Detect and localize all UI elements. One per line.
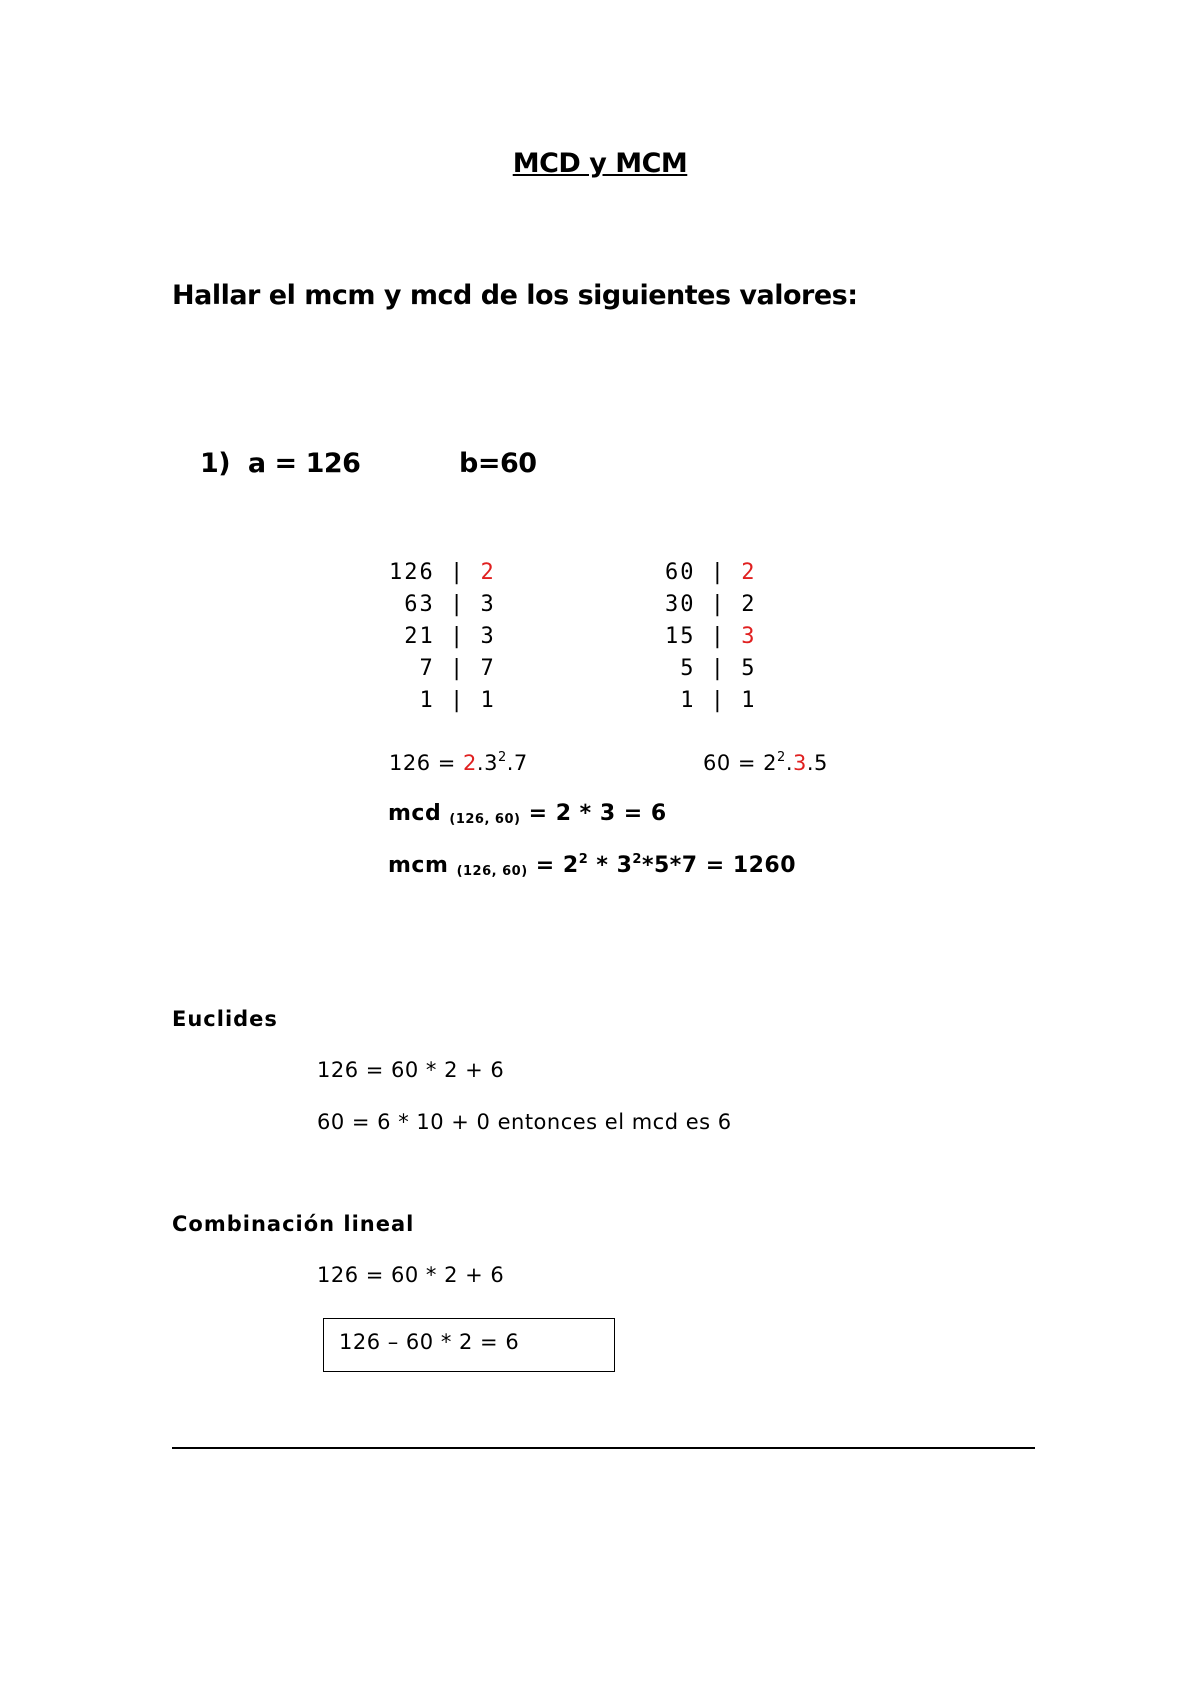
problem-a: 1) a = 126	[200, 448, 361, 479]
decomp-126-exponent: 2	[497, 750, 507, 765]
division-bar: |	[695, 560, 742, 585]
decomp-60-red-factor: 3	[793, 751, 807, 775]
mcm-subscript: (126, 60)	[456, 864, 528, 879]
decomp-60-exponent: 2	[777, 750, 786, 765]
dividend: 15	[665, 624, 696, 649]
decomp-126-part: .3	[476, 751, 498, 775]
dividend: 30	[665, 592, 696, 617]
decomp-60-lhs: 60 = 2	[703, 751, 778, 775]
mcm-part: *5*7 = 1260	[641, 853, 797, 878]
prime-divisor: 1	[741, 688, 757, 713]
factorization-row	[389, 685, 496, 717]
mcm-part: = 2	[527, 853, 579, 878]
division-bar: |	[434, 688, 481, 713]
factorization-126-table	[389, 557, 496, 717]
dividend: 7	[389, 656, 435, 681]
linear-combination-heading: Combinación lineal	[172, 1212, 415, 1236]
factorization-row	[389, 653, 496, 685]
dividend: 21	[389, 624, 435, 649]
division-bar: |	[434, 560, 481, 585]
mcm-part: * 3	[588, 853, 633, 878]
prime-divisor: 2	[741, 592, 757, 617]
decomp-126-lhs: 126 =	[389, 751, 464, 775]
division-bar: |	[695, 624, 742, 649]
factorization-60-table	[665, 557, 757, 717]
prime-divisor: 3	[480, 624, 496, 649]
prime-divisor: 2	[741, 560, 757, 585]
linear-combination-result-box	[323, 1318, 615, 1372]
division-bar: |	[695, 592, 742, 617]
euclides-step-1: 126 = 60 * 2 + 6	[317, 1058, 505, 1082]
decomposition-126	[389, 750, 528, 775]
mcd-value: = 2 * 3 = 6	[520, 801, 667, 826]
decomp-126-red-factor: 2	[463, 751, 477, 775]
dividend: 126	[389, 560, 435, 585]
division-bar: |	[695, 688, 742, 713]
prime-divisor: 3	[480, 592, 496, 617]
dividend: 60	[665, 560, 696, 585]
problem-b: b=60	[459, 448, 537, 479]
factorization-row	[389, 557, 496, 589]
mcm-label: mcm	[388, 853, 457, 878]
dividend: 63	[389, 592, 435, 617]
mcm-result	[388, 852, 796, 878]
division-bar: |	[434, 624, 481, 649]
mcd-subscript: (126, 60)	[449, 812, 521, 827]
division-bar: |	[434, 656, 481, 681]
factorization-row	[665, 589, 757, 621]
linear-combination-result: 126 – 60 * 2 = 6	[339, 1330, 520, 1354]
decomposition-60	[703, 750, 828, 775]
prime-divisor: 3	[741, 624, 757, 649]
division-bar: |	[434, 592, 481, 617]
horizontal-divider	[172, 1447, 1035, 1449]
exercise-heading: Hallar el mcm y mcd de los siguientes valores:	[172, 280, 858, 311]
mcd-result	[388, 801, 667, 826]
factorization-row	[665, 685, 757, 717]
mcd-label: mcd	[388, 801, 450, 826]
dividend: 5	[665, 656, 696, 681]
prime-divisor: 1	[480, 688, 496, 713]
dividend: 1	[389, 688, 435, 713]
factorization-row	[389, 621, 496, 653]
euclides-heading: Euclides	[172, 1007, 278, 1031]
factorization-row	[389, 589, 496, 621]
division-bar: |	[695, 656, 742, 681]
decomp-60-part: .5	[806, 751, 828, 775]
dividend: 1	[665, 688, 696, 713]
factorization-row	[665, 557, 757, 589]
factorization-row	[665, 653, 757, 685]
prime-divisor: 7	[480, 656, 496, 681]
decomp-126-part: .7	[506, 751, 528, 775]
factorization-row	[665, 621, 757, 653]
decomp-60-part: .	[785, 751, 793, 775]
mcm-exponent: 2	[632, 852, 642, 867]
euclides-step-2: 60 = 6 * 10 + 0 entonces el mcd es 6	[317, 1110, 732, 1134]
prime-divisor: 2	[480, 560, 496, 585]
mcm-exponent: 2	[578, 852, 589, 867]
linear-combination-step-1: 126 = 60 * 2 + 6	[317, 1263, 505, 1287]
page-title: MCD y MCM	[512, 148, 688, 179]
prime-divisor: 5	[741, 656, 757, 681]
